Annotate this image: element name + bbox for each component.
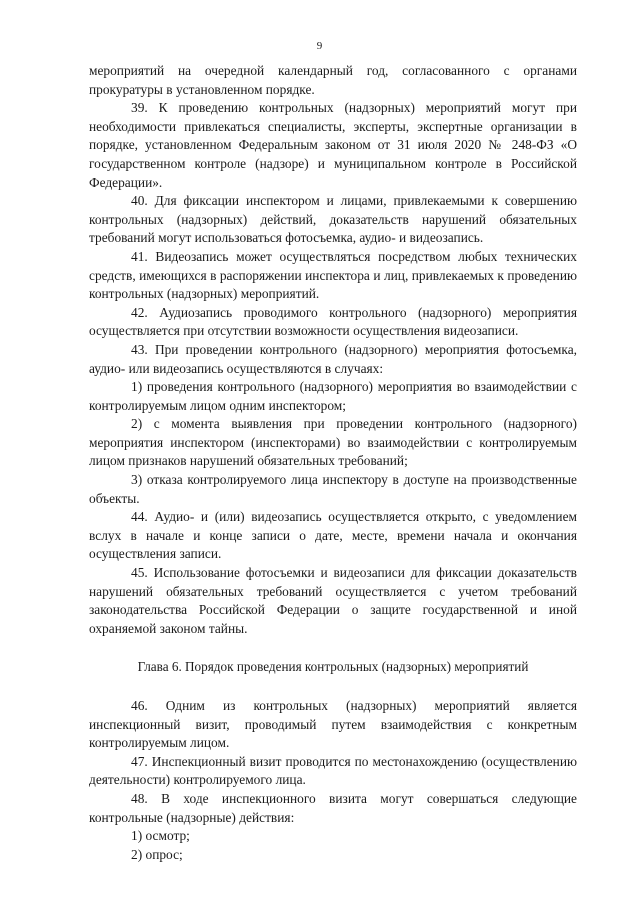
paragraph-46: 46. Одним из контрольных (надзорных) мероприятий является инспекционный визит, проводимый путем взаимодействия с конкретным контролируемым лицом. xyxy=(89,698,577,751)
list-item: 2) опрос; xyxy=(131,846,183,862)
document-body xyxy=(89,62,577,864)
paragraph-continuation: мероприятий на очередной календарный год, согласованного с органами прокуратуры в установленном порядке. xyxy=(89,63,577,97)
paragraph-39: 39. К проведению контрольных (надзорных) мероприятий могут при необходимости привлекаться специалисты, эксперты, экспертные организации в порядке, установленном Федеральным законом от 31 июля 2020 № 248-ФЗ «О государственном контроле (надзоре) и муниципальном контроле в Российской Федерации». xyxy=(89,100,577,190)
paragraph-43-item-3: 3) отказа контролируемого лица инспектору в доступе на производственные объекты. xyxy=(89,472,577,506)
paragraph-43: 43. При проведении контрольного (надзорного) мероприятия фотосъемка, аудио- или видеозапись осуществляются в случаях: xyxy=(89,341,577,376)
paragraph-40: 40. Для фиксации инспектором и лицами, привлекаемыми к совершению контрольных (надзорных) действий, доказательств нарушений обязательных требований могут использоваться фотосъемка, аудио- и видеозапись. xyxy=(89,193,577,246)
list-item: 1) осмотр; xyxy=(131,828,190,844)
chapter-heading: Глава 6. Порядок проведения контрольных (надзорных) мероприятий xyxy=(137,659,529,675)
paragraph-42: 42. Аудиозапись проводимого контрольного (надзорного) мероприятия осуществляется при отсутствии возможности осуществления видеозаписи. xyxy=(89,304,577,339)
paragraph-45: 45. Использование фотосъемки и видеозаписи для фиксации доказательств нарушений обязательных требований осуществляется с учетом требований законодательства Российской Федерации о защите государственной и иной охраняемой законом тайны. xyxy=(89,565,577,636)
paragraph-48: 48. В ходе инспекционного визита могут совершаться следующие контрольные (надзорные) действия: xyxy=(89,790,577,825)
paragraph-43-item-2: 2) с момента выявления при проведении контрольного (надзорного) мероприятия инспектором (инспекторами) во взаимодействии с контролируемым лицом признаков нарушений обязательных требований; xyxy=(89,416,577,469)
paragraph-41: 41. Видеозапись может осуществляться посредством любых технических средств, имеющихся в распоряжении инспектора и лиц, привлекаемых к проведению контрольных (надзорных) мероприятий. xyxy=(89,248,577,302)
paragraph-43-item-1: 1) проведения контрольного (надзорного) мероприятия во взаимодействии с контролируемым лицом одним инспектором; xyxy=(89,379,577,413)
paragraph-47: 47. Инспекционный визит проводится по местонахождению (осуществлению деятельности) контролируемого лица. xyxy=(89,753,577,788)
paragraph-44: 44. Аудио- и (или) видеозапись осуществляется открыто, с уведомлением вслух в начале и конце записи о дате, месте, времени начала и окончания осуществления записи. xyxy=(89,509,577,562)
page-number: 9 xyxy=(316,40,323,52)
